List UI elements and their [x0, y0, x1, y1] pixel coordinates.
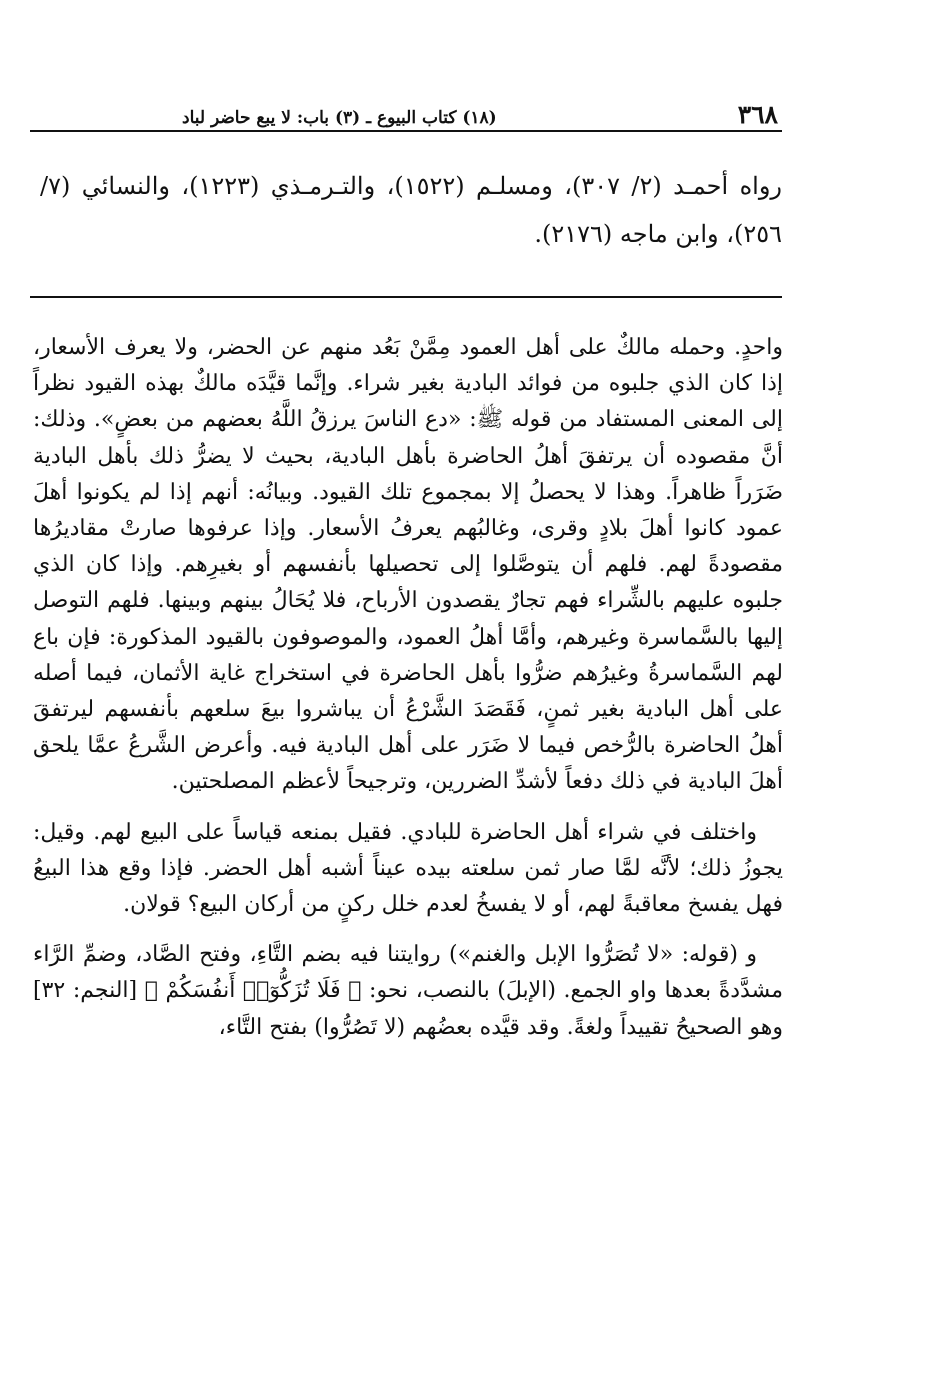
paragraph: واحدٍ. وحمله مالكٌ على أهل العمود مِمَّنْ بَعُد منهم عن الحضر، ولا يعرف الأسعار، إذا كان الذي جلبوه من فوائد البادية بغير شراء. وإنَّما قيَّدَه مالكٌ بهذه القيود نظراً إلى المعنى المستفاد من قوله ﷺ: «دع الناسَ يرزقُ اللَّهُ بعضهم من بعضٍ». وذلك: أنَّ مقصوده أن يرتفقَ أهلُ الحاضرة بأهل البادية، بحيث لا يضرُّ ذلك بأهل البادية ضَرَراً ظاهراً. وهذا لا يحصلُ إلا بمجموع تلك القيود. وبيانُه: أنهم إذا لم يكونوا أهلَ عمود كانوا أهلَ بلادٍ وقرى، وغالبُهم يعرفُ الأسعار. وإذا عرفوها صارتْ مقاديرُها مقصودةً لهم. فلهم أن يتوصَّلوا إلى تحصيلها بأنفسهم أو بغيرِهم. وإذا كان الذي جلبوه عليهم بالشِّراء فهم تجارٌ يقصدون الأرباح، فلا يُحَالُ بينهم وبينها. فلهم التوصل إليها بالسَّماسرة وغيرهم، وأمَّا أهلُ العمود، والموصوفون بالقيود المذكورة: فإن باع لهم السَّماسرةُ وغيرُهم ضرُّوا بأهل الحاضرة في استخراج غاية الأثمان، فيما أصله على أهل البادية بغير ثمنٍ، فَقَصَدَ الشَّرْعُ أن يباشروا بيعَ سلعهم بأنفسهم ليرتفقَ أهلُ الحاضرة بالرُّخص فيما لا ضَرَر على أهل البادية فيه. وأعرض الشَّرعُ عمَّا يلحق أهلَ البادية في ذلك دفعاً لأشدِّ الضررين، وترجيحاً لأعظم المصلحتين. [33, 335, 783, 795]
main-text [33, 330, 783, 1046]
page-number: ٣٦٨ [737, 100, 778, 129]
header-rule [30, 130, 782, 132]
paragraph: و (قوله: «لا تُصَرُّوا الإبل والغنم») روايتنا فيه بضم التَّاءِ، وفتح الصَّاد، وضمِّ الرَّاء مشدَّدةً بعدها واو الجمع. (الإبلَ) بالنصب، نحو: ﴿ فَلَا تُزَكُّوٓا۟ أَنفُسَكُمْ ﴾ [النجم: ٣٢] وهو الصحيحُ تقييداً ولغةً. وقد قيَّده بعضُهم (لا تَصُرُّوا) بفتح التَّاء، [33, 942, 783, 1040]
paragraph: واختلف في شراء أهل الحاضرة للبادي. فقيل بمنعه قياساً على البيع لهم. وقيل: يجوزُ ذلك؛ لأنَّه لمَّا صار ثمن سلعته بيده عيناً أشبه أهل الحضر. فإذا وقع هذا البيعُ فهل يفسخ معاقبةً لهم، أو لا يفسخُ لعدم خلل ركنٍ من أركان البيع؟ قولان. [33, 819, 783, 918]
page-header [30, 90, 782, 130]
running-title: (١٨) كتاب البيوع ـ (٣) باب: لا يبع حاضر لباد [182, 108, 497, 128]
footnote: رواه أحمـد (٢/ ٣٠٧)، ومسلـم (١٥٢٢)، والتـرمـذي (١٢٢٣)، والنسائي (٧/ ٢٥٦)، وابن ماجه (٢١٧٦). [40, 172, 783, 248]
footnote-separator [30, 296, 782, 298]
